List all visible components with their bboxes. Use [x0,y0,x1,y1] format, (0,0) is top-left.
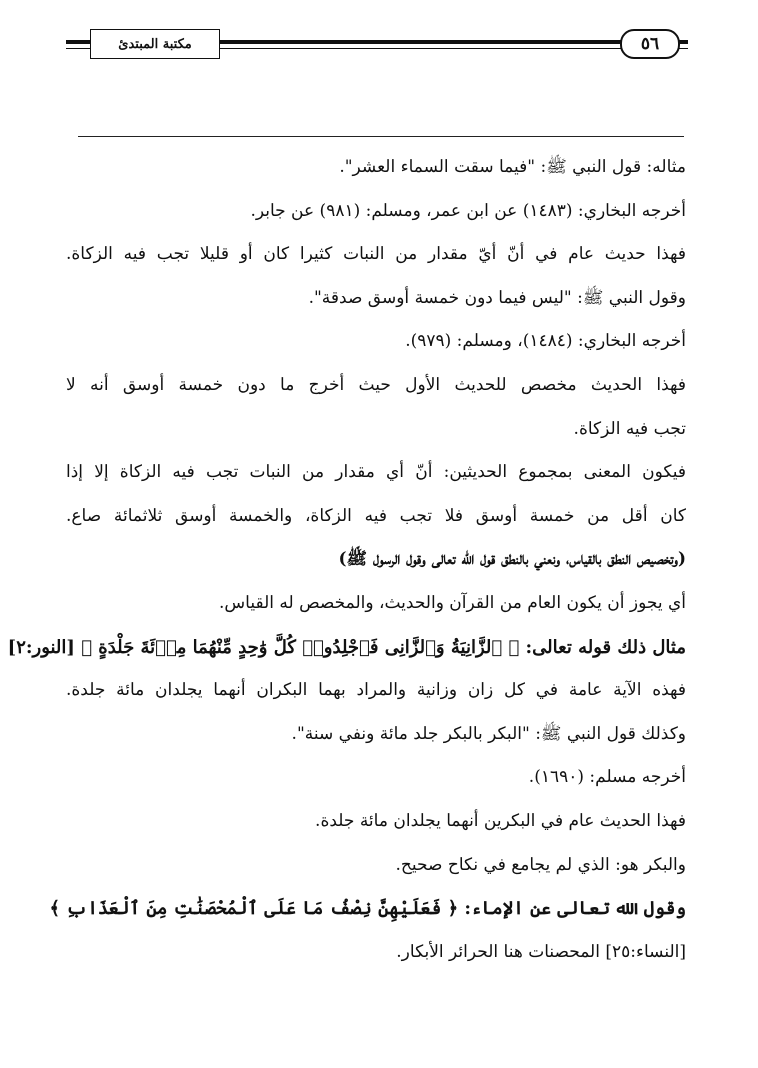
text-line: أخرجه البخاري: (١٤٨٣) عن ابن عمر، ومسلم: (٩٨١) عن جابر. [250,200,686,221]
text-line: فهذه الآية عامة في كل زان وزانية والمراد بهما البكران أنهما يجلدان مائة جلدة. [66,680,686,701]
page-header [0,0,758,80]
text-line: مثاله: قول النبي ﷺ: "فيما سقت السماء العشر". [339,157,686,177]
text-line: وكذلك قول النبي ﷺ: "البكر بالبكر جلد مائة ونفي سنة". [291,723,686,744]
library-name: مكتبة المبتدئ [118,36,192,52]
text-line: وقول النبي ﷺ: "ليس فيما دون خمسة أوسق صدقة". [308,287,686,308]
text-line: تجب فيه الزكاة. [573,418,686,439]
page-number-badge [620,29,680,59]
quran-verse-line: مثال ذلك قوله تعالى: ﴿ ٱلزَّانِيَةُ وَٱلزَّانِى فَٱجْلِدُوا۟ كُلَّ وَٰحِدٍ مِّنْهُمَا مِا۟ئَةَ جَلْدَةٍ ﴾ [النور:٢] [7,636,686,658]
text-line: أخرجه مسلم: (١٦٩٠). [528,767,686,788]
page-number: ٥٦ [640,34,660,54]
text-line: فهذا الحديث مخصص للحديث الأول حيث أخرج ما دون خمسة أوسق أنه لا [66,374,686,395]
text-line: والبكر هو: الذي لم يجامع في نكاح صحيح. [395,854,686,875]
text-line: أخرجه البخاري: (١٤٨٤)، ومسلم: (٩٧٩). [405,331,686,352]
library-name-box [90,29,220,59]
top-separator [78,136,684,137]
quran-verse-line: وقول الله تعالى عن الإماء: ﴿ فَعَلَيْهِنَّ نِصْفُ مَا عَلَى ٱلْمُحْصَنَٰتِ مِنَ ٱلْعَذَابِ ﴾ [49,898,686,920]
text-line: فيكون المعنى بمجموع الحديثين: أنّ أي مقدار من النبات تجب فيه الزكاة إلا إذا [66,462,686,483]
text-line: [النساء:٢٥] المحصنات هنا الحرائر الأبكار. [396,941,686,962]
bold-heading-line: (وتخصيص النطق بالقياس، ونعني بالنطق قول الله تعالى وقول الرسول ﷺ) [338,549,686,570]
page-body [7,146,686,974]
text-line: كان أقل من خمسة أوسق فلا تجب فيه الزكاة، والخمسة أوسق ثلاثمائة صاع. [66,505,686,526]
text-line: فهذا حديث عام في أنّ أيّ مقدار من النبات كثيرا كان أو قليلا تجب فيه الزكاة. [66,244,686,265]
text-line: أي يجوز أن يكون العام من القرآن والحديث، والمخصص له القياس. [219,592,686,613]
text-line: فهذا الحديث عام في البكرين أنهما يجلدان مائة جلدة. [315,810,686,831]
